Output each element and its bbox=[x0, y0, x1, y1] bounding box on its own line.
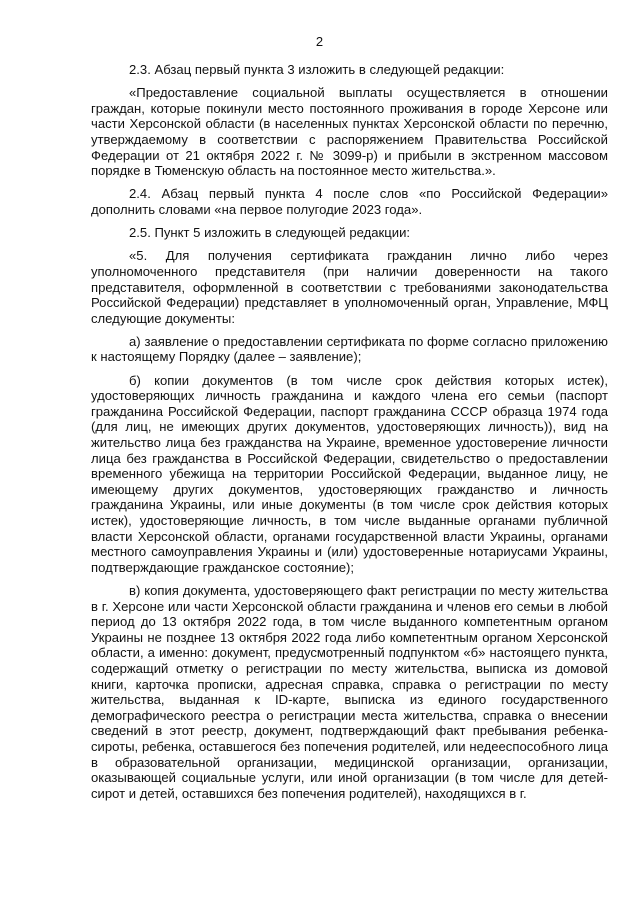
paragraph-2-3: 2.3. Абзац первый пункта 3 изложить в следующей редакции: bbox=[129, 62, 505, 77]
page-number: 2 bbox=[315, 34, 324, 49]
paragraph-2-5: 2.5. Пункт 5 изложить в следующей редакции: bbox=[129, 225, 411, 241]
paragraph-2-4: 2.4. Абзац первый пункта 4 после слов «по Российской Федерации» дополнить словами «на первое полугодие 2023 года». bbox=[91, 186, 608, 217]
paragraph-point-5-text: «5. Для получения сертификата гражданин лично либо через уполномоченного представителя (при наличии доверенности на такого представителя, оформленной в соответствии с требованиями законодательства Российской Федерации) представляет в уполномоченный орган, Управление, МФЦ следующие документы: bbox=[91, 248, 608, 326]
paragraph-item-v: в) копия документа, удостоверяющего факт регистрации по месту жительства в г. Херсоне или части Херсонской области гражданина и членов его семьи в любой период до 13 октября 2022 года, в том числе выданного компетентным органом Украины не позднее 13 октября 2022 года либо компетентным органом Херсонской области, а именно: документ, предусмотренный подпунктом «б» настоящего пункта, содержащий отметку о регистрации по месту жительства, выписка из домовой книги, карточка прописки, адресная справка, справка о регистрации по месту жительства, выданная к ID-карте, выписка из единого государственного демографического реестра о регистрации места жительства, справка о внесении сведений в этот реестр, документ, подтверждающий факт пребывания ребенка-сироты, ребенка, оставшегося без попечения родителей, или недееспособного лица в образовательной организации, медицинской организации, организации, оказывающей социальные услуги, или иной организации (в том числе для детей-сирот и детей, оставшихся без попечения родителей), находящихся в г. bbox=[91, 582, 608, 801]
paragraph-item-a: а) заявление о предоставлении сертификата по форме согласно приложению к настоящему Порядку (далее – заявление); bbox=[91, 333, 608, 365]
paragraph-item-b: б) копии документов (в том числе срок действия которых истек), удостоверяющих личность гражданина и каждого члена его семьи (паспорт гражданина Российской Федерации, паспорт гражданина СССР образца 1974 года (для лиц, не имеющих других документов, удостоверяющих личность)), вид на жительство лица без гражданства на Украине, временное удостоверение личности лица без гражданства в Российской Федерации, свидетельство о предоставлении временного убежища на территории Российской Федерации, выданное лицу, не имеющему других документов, удостоверяющих гражданство и личность гражданина Украины, или иные документы (в том числе срок действия которых истек), удостоверяющие личность, в том числе выданные органами публичной власти Херсонской области, органами государственной власти Украины, органами местного самоуправления Украины и (или) удостоверенные нотариусами Украины, подтверждающие гражданское состояние); bbox=[91, 372, 608, 575]
paragraph-point-3-text: «Предоставление социальной выплаты осуществляется в отношении граждан, которые покинули место постоянного проживания в городе Херсоне или части Херсонской области (в населенных пунктах Херсонской области по перечню, утверждаемому в соответствии с распоряжением Правительства Российской Федерации от 21 октября 2022 г. № 3099-р) и прибыли в экстренном массовом порядке в Тюменскую область на постоянное место жительства.». bbox=[91, 85, 608, 179]
